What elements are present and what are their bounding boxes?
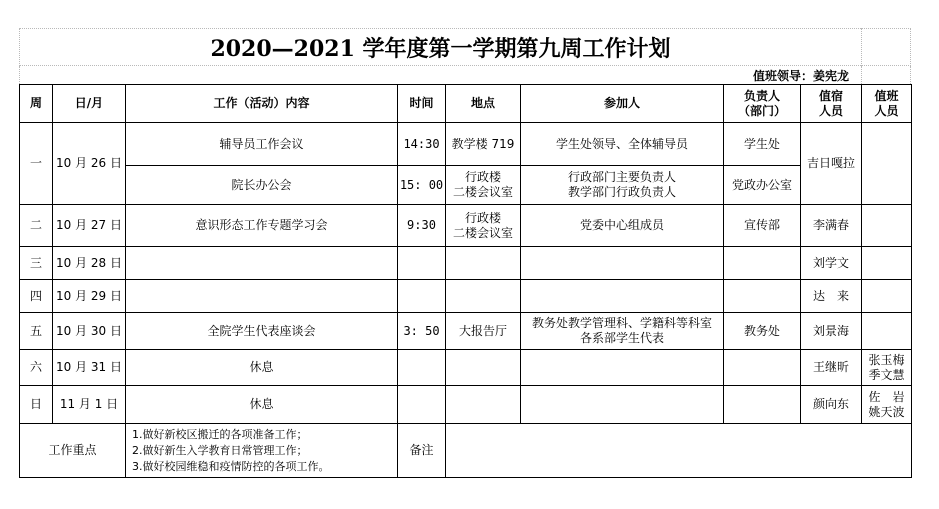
place-cell: 大报告厅 — [446, 313, 521, 350]
focus-label: 工作重点 — [20, 424, 126, 478]
place-cell — [446, 247, 521, 280]
header-place: 地点 — [446, 85, 521, 123]
owner-cell — [724, 386, 801, 424]
duty-cell — [862, 280, 912, 313]
owner-cell — [724, 247, 801, 280]
week-cell: 六 — [20, 350, 53, 386]
duty-cell — [862, 247, 912, 280]
header-date: 日/月 — [53, 85, 126, 123]
table-row — [20, 313, 912, 350]
time-cell — [398, 386, 446, 424]
header-owner: 负责人 （部门） — [724, 85, 801, 123]
place-cell — [446, 350, 521, 386]
duty-cell: 张玉梅 季文慧 — [862, 350, 912, 386]
date-cell: 10 月 30 日 — [53, 313, 126, 350]
week-cell: 五 — [20, 313, 53, 350]
owner-cell — [724, 350, 801, 386]
place-cell: 行政楼 二楼会议室 — [446, 205, 521, 247]
schedule-table — [19, 84, 912, 478]
page-title: 2020—2021 学年度第一学期第九周工作计划 — [19, 28, 861, 66]
duty-extra-cell — [861, 66, 911, 84]
header-night: 值宿 人员 — [801, 85, 862, 123]
table-row — [20, 247, 912, 280]
participants-cell — [521, 386, 724, 424]
remark-label: 备注 — [398, 424, 446, 478]
owner-cell — [724, 280, 801, 313]
week-cell: 一 — [20, 123, 53, 205]
table-row — [20, 386, 912, 424]
time-cell: 3: 50 — [398, 313, 446, 350]
duty-cell — [862, 313, 912, 350]
participants-cell — [521, 350, 724, 386]
place-cell: 教学楼 719 — [446, 123, 521, 166]
table-row — [20, 166, 912, 205]
header-time: 时间 — [398, 85, 446, 123]
work-cell — [126, 280, 398, 313]
header-row — [20, 85, 912, 123]
header-duty: 值班 人员 — [862, 85, 912, 123]
header-week: 周 — [20, 85, 53, 123]
week-cell: 日 — [20, 386, 53, 424]
week-cell: 二 — [20, 205, 53, 247]
participants-cell: 行政部门主要负责人 教学部门行政负责人 — [521, 166, 724, 205]
work-cell: 辅导员工作会议 — [126, 123, 398, 166]
table-row — [20, 350, 912, 386]
date-cell: 10 月 27 日 — [53, 205, 126, 247]
focus-item: 1.做好新校区搬迁的各项准备工作； — [132, 427, 308, 441]
date-cell: 10 月 26 日 — [53, 123, 126, 205]
remark-value — [446, 424, 912, 478]
owner-cell: 学生处 — [724, 123, 801, 166]
participants-cell — [521, 280, 724, 313]
focus-items — [126, 424, 398, 478]
work-cell: 院长办公会 — [126, 166, 398, 205]
header-work: 工作（活动）内容 — [126, 85, 398, 123]
night-cell: 刘景海 — [801, 313, 862, 350]
focus-item: 3.做好校园维稳和疫情防控的各项工作。 — [132, 459, 330, 473]
time-cell — [398, 280, 446, 313]
duty-cell — [862, 205, 912, 247]
participants-cell: 教务处教学管理科、学籍科等科室 各系部学生代表 — [521, 313, 724, 350]
date-cell: 10 月 28 日 — [53, 247, 126, 280]
title-extra-cell — [861, 28, 911, 66]
time-cell — [398, 247, 446, 280]
date-cell: 11 月 1 日 — [53, 386, 126, 424]
work-cell: 休息 — [126, 350, 398, 386]
week-cell: 四 — [20, 280, 53, 313]
participants-cell — [521, 247, 724, 280]
work-cell — [126, 247, 398, 280]
time-cell: 9:30 — [398, 205, 446, 247]
header-participants: 参加人 — [521, 85, 724, 123]
focus-item: 2.做好新生入学教育日常管理工作； — [132, 443, 308, 457]
work-cell: 全院学生代表座谈会 — [126, 313, 398, 350]
owner-cell: 教务处 — [724, 313, 801, 350]
week-cell: 三 — [20, 247, 53, 280]
focus-row — [20, 424, 912, 478]
duty-leader: 值班领导：姜宪龙 — [19, 66, 861, 84]
time-cell: 15: 00 — [398, 166, 446, 205]
table-row — [20, 280, 912, 313]
participants-cell: 学生处领导、全体辅导员 — [521, 123, 724, 166]
time-cell — [398, 350, 446, 386]
duty-cell — [862, 123, 912, 205]
night-cell: 达 来 — [801, 280, 862, 313]
table-row — [20, 205, 912, 247]
night-cell: 吉日嘎拉 — [801, 123, 862, 205]
place-cell — [446, 386, 521, 424]
participants-cell: 党委中心组成员 — [521, 205, 724, 247]
night-cell: 李满春 — [801, 205, 862, 247]
place-cell — [446, 280, 521, 313]
work-cell: 意识形态工作专题学习会 — [126, 205, 398, 247]
date-cell: 10 月 29 日 — [53, 280, 126, 313]
table-row — [20, 123, 912, 166]
date-cell: 10 月 31 日 — [53, 350, 126, 386]
time-cell: 14:30 — [398, 123, 446, 166]
duty-cell: 佐 岩 姚天波 — [862, 386, 912, 424]
place-cell: 行政楼 二楼会议室 — [446, 166, 521, 205]
night-cell: 王继昕 — [801, 350, 862, 386]
night-cell: 颜向东 — [801, 386, 862, 424]
night-cell: 刘学文 — [801, 247, 862, 280]
owner-cell: 宣传部 — [724, 205, 801, 247]
work-cell: 休息 — [126, 386, 398, 424]
owner-cell: 党政办公室 — [724, 166, 801, 205]
